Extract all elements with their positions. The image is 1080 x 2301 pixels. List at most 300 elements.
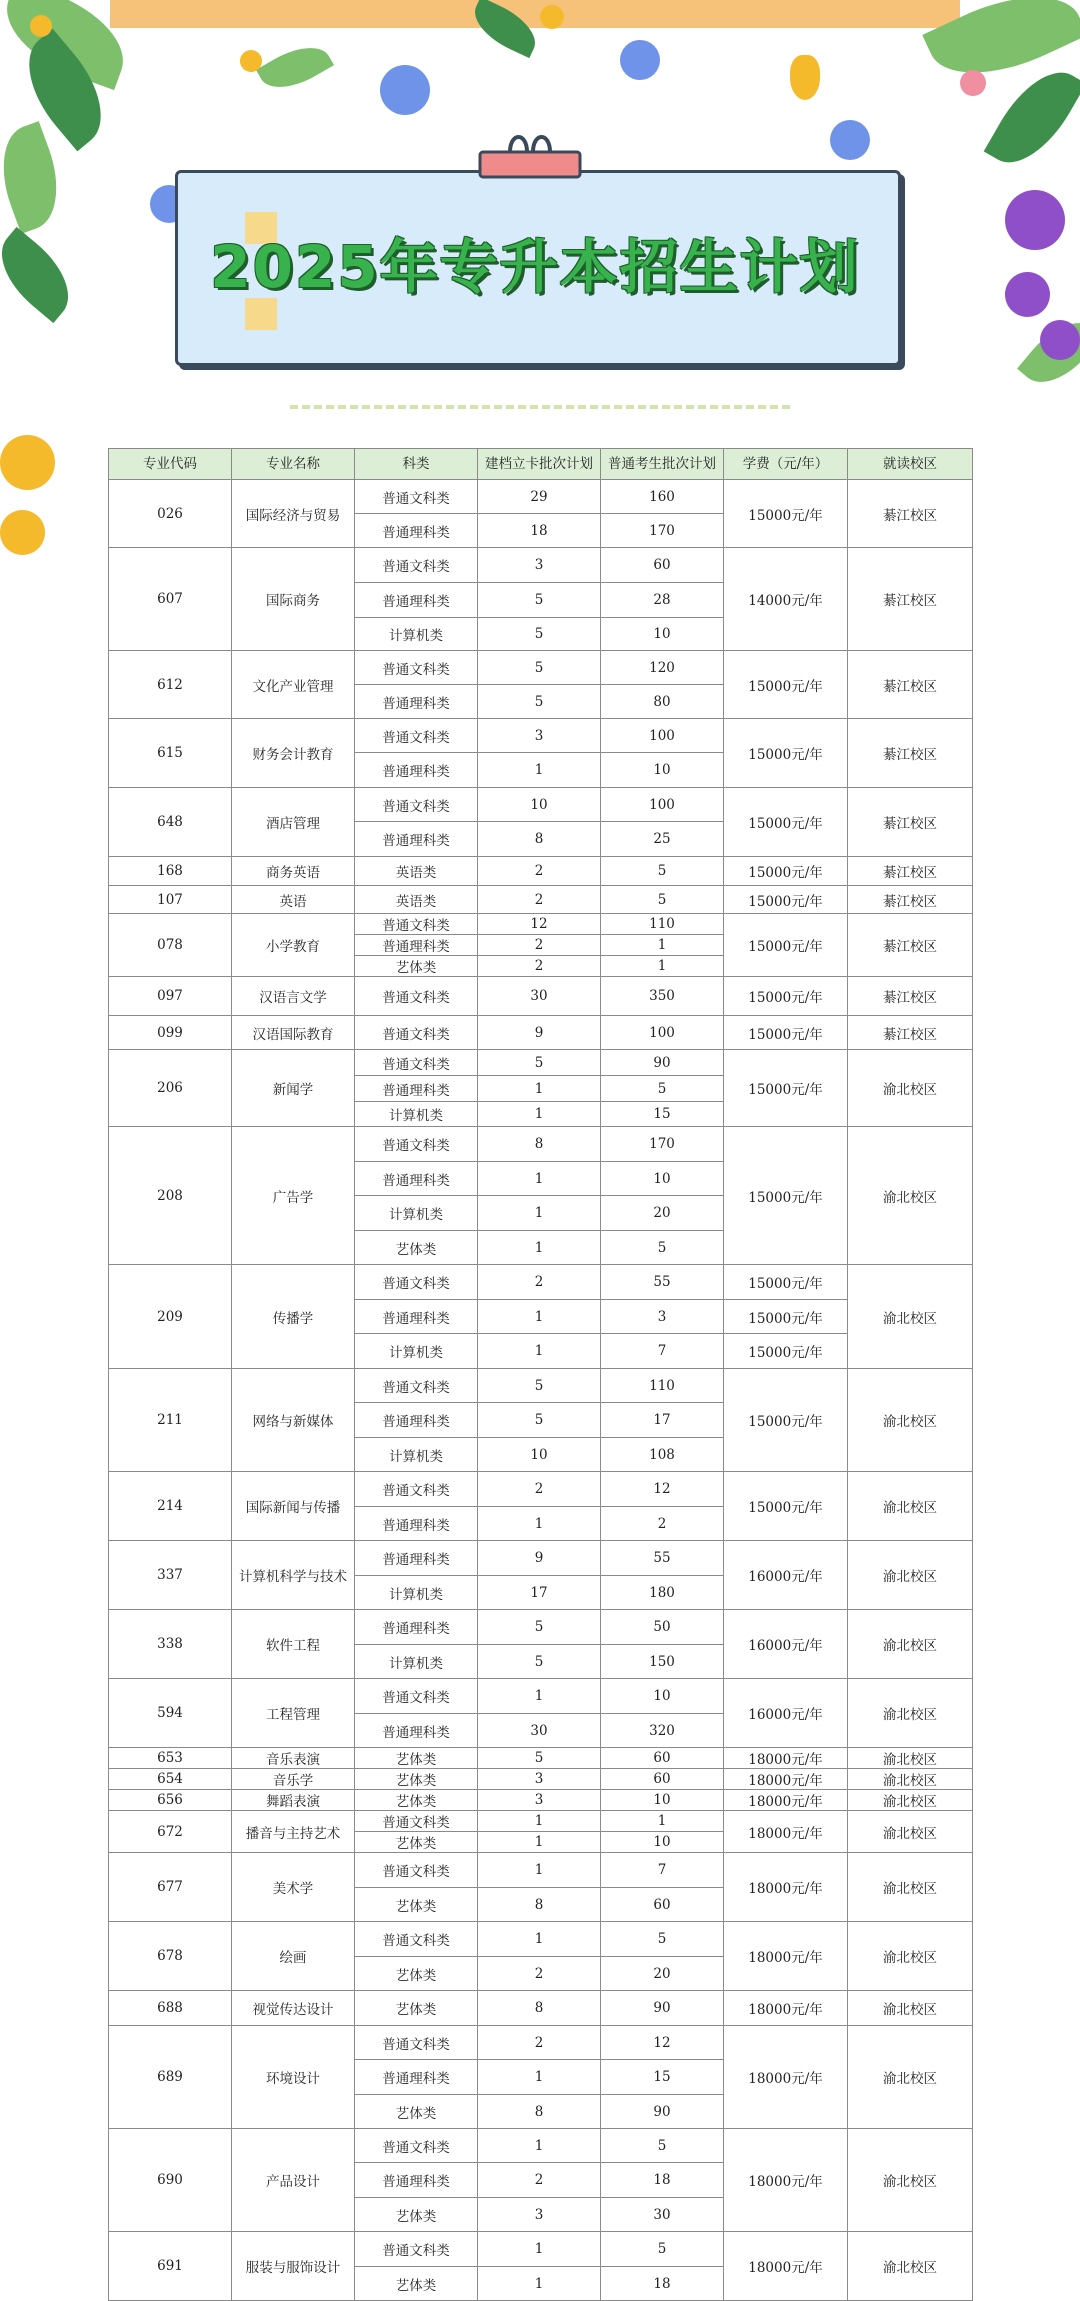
poverty-plan-cell: 8 [478, 1127, 601, 1162]
tuition-cell: 16000元/年 [724, 1610, 848, 1679]
flower-decoration [1005, 272, 1050, 317]
leaf-decoration [0, 121, 73, 234]
leaf-decoration [984, 56, 1080, 179]
tuition-cell: 15000元/年 [724, 857, 848, 886]
poverty-plan-cell: 2 [478, 1957, 601, 1991]
tuition-cell: 18000元/年 [724, 1922, 848, 1991]
campus-cell: 綦江校区 [848, 480, 973, 548]
poverty-plan-cell: 2 [478, 886, 601, 914]
regular-plan-cell: 5 [601, 1922, 724, 1957]
campus-cell: 渝北校区 [848, 1127, 973, 1265]
campus-cell: 渝北校区 [848, 1991, 973, 2026]
table-row [109, 1016, 973, 1050]
major-code-cell: 594 [109, 1679, 232, 1748]
category-cell: 计算机类 [355, 1645, 478, 1679]
major-code-cell: 107 [109, 886, 232, 914]
flower-decoration [0, 435, 55, 490]
regular-plan-cell: 7 [601, 1853, 724, 1888]
table-body [109, 480, 973, 2301]
category-cell: 普通文科类 [355, 2129, 478, 2163]
tuition-cell: 18000元/年 [724, 2026, 848, 2129]
major-name-cell: 工程管理 [232, 1679, 355, 1748]
poverty-plan-cell: 5 [478, 1403, 601, 1438]
table-row [109, 914, 973, 935]
major-code-cell: 338 [109, 1610, 232, 1679]
major-name-cell: 计算机科学与技术 [232, 1541, 355, 1610]
major-name-cell: 播音与主持艺术 [232, 1811, 355, 1853]
category-cell: 艺体类 [355, 1790, 478, 1811]
regular-plan-cell: 1 [601, 1811, 724, 1832]
regular-plan-cell: 18 [601, 2163, 724, 2198]
category-cell: 普通文科类 [355, 788, 478, 822]
regular-plan-cell: 10 [601, 1790, 724, 1811]
regular-plan-cell: 28 [601, 583, 724, 618]
table-row [109, 1811, 973, 1832]
regular-plan-cell: 10 [601, 1162, 724, 1196]
header-code: 专业代码 [109, 449, 232, 480]
category-cell: 普通文科类 [355, 1811, 478, 1832]
tuition-cell: 15000元/年 [724, 886, 848, 914]
flower-decoration [240, 50, 262, 72]
regular-plan-cell: 110 [601, 1369, 724, 1403]
category-cell: 计算机类 [355, 1438, 478, 1472]
poverty-plan-cell: 1 [478, 1162, 601, 1196]
category-cell: 计算机类 [355, 1576, 478, 1610]
category-cell: 艺体类 [355, 1231, 478, 1265]
regular-plan-cell: 5 [601, 2232, 724, 2267]
top-orange-band [110, 0, 960, 28]
poverty-plan-cell: 1 [478, 2267, 601, 2301]
regular-plan-cell: 60 [601, 1769, 724, 1790]
campus-cell: 渝北校区 [848, 1265, 973, 1369]
table-row [109, 548, 973, 583]
category-cell: 普通文科类 [355, 480, 478, 514]
category-cell: 艺体类 [355, 2095, 478, 2129]
category-cell: 普通文科类 [355, 914, 478, 935]
campus-cell: 綦江校区 [848, 914, 973, 977]
category-cell: 计算机类 [355, 1196, 478, 1231]
category-cell: 普通理科类 [355, 1162, 478, 1196]
tuition-cell: 15000元/年 [724, 1265, 848, 1300]
poverty-plan-cell: 1 [478, 1102, 601, 1127]
category-cell: 普通理科类 [355, 514, 478, 548]
campus-cell: 渝北校区 [848, 1922, 973, 1991]
poverty-plan-cell: 3 [478, 548, 601, 583]
major-name-cell: 国际新闻与传播 [232, 1472, 355, 1541]
poverty-plan-cell: 12 [478, 914, 601, 935]
poverty-plan-cell: 5 [478, 618, 601, 651]
regular-plan-cell: 10 [601, 618, 724, 651]
major-code-cell: 612 [109, 651, 232, 719]
poverty-plan-cell: 1 [478, 1076, 601, 1102]
table-row [109, 719, 973, 753]
category-cell: 普通文科类 [355, 651, 478, 685]
campus-cell: 渝北校区 [848, 1769, 973, 1790]
regular-plan-cell: 2 [601, 1507, 724, 1541]
table-header-row [109, 449, 973, 480]
flower-decoration [380, 65, 430, 115]
table-row [109, 2026, 973, 2060]
regular-plan-cell: 60 [601, 548, 724, 583]
category-cell: 艺体类 [355, 1748, 478, 1769]
flower-decoration [0, 510, 45, 555]
poverty-plan-cell: 2 [478, 935, 601, 956]
campus-cell: 綦江校区 [848, 788, 973, 857]
poverty-plan-cell: 9 [478, 1016, 601, 1050]
flower-decoration [30, 15, 52, 37]
table-row [109, 1541, 973, 1576]
poverty-plan-cell: 1 [478, 2232, 601, 2267]
major-name-cell: 英语 [232, 886, 355, 914]
regular-plan-cell: 12 [601, 2026, 724, 2060]
regular-plan-cell: 10 [601, 753, 724, 788]
regular-plan-cell: 120 [601, 651, 724, 685]
campus-cell: 綦江校区 [848, 548, 973, 651]
major-name-cell: 文化产业管理 [232, 651, 355, 719]
major-code-cell: 209 [109, 1265, 232, 1369]
major-code-cell: 078 [109, 914, 232, 977]
poverty-plan-cell: 1 [478, 1231, 601, 1265]
campus-cell: 渝北校区 [848, 1472, 973, 1541]
campus-cell: 渝北校区 [848, 1610, 973, 1679]
major-name-cell: 视觉传达设计 [232, 1991, 355, 2026]
header-tuition: 学费（元/年） [724, 449, 848, 480]
regular-plan-cell: 5 [601, 1231, 724, 1265]
category-cell: 普通文科类 [355, 1679, 478, 1714]
campus-cell: 綦江校区 [848, 886, 973, 914]
major-name-cell: 小学教育 [232, 914, 355, 977]
regular-plan-cell: 50 [601, 1610, 724, 1645]
poverty-plan-cell: 29 [478, 480, 601, 514]
tuition-cell: 18000元/年 [724, 1790, 848, 1811]
category-cell: 普通文科类 [355, 2026, 478, 2060]
table-row [109, 1853, 973, 1888]
major-name-cell: 环境设计 [232, 2026, 355, 2129]
poverty-plan-cell: 2 [478, 2163, 601, 2198]
major-name-cell: 汉语国际教育 [232, 1016, 355, 1050]
regular-plan-cell: 100 [601, 719, 724, 753]
tuition-cell: 15000元/年 [724, 651, 848, 719]
table-row [109, 977, 973, 1016]
tuition-cell: 15000元/年 [724, 480, 848, 548]
category-cell: 普通理科类 [355, 1076, 478, 1102]
header-campus: 就读校区 [848, 449, 973, 480]
tuition-cell: 14000元/年 [724, 548, 848, 651]
campus-cell: 渝北校区 [848, 2232, 973, 2301]
major-code-cell: 607 [109, 548, 232, 651]
poverty-plan-cell: 10 [478, 788, 601, 822]
regular-plan-cell: 12 [601, 1472, 724, 1507]
major-code-cell: 206 [109, 1050, 232, 1127]
major-name-cell: 传播学 [232, 1265, 355, 1369]
tuition-cell: 15000元/年 [724, 914, 848, 977]
tuition-cell: 15000元/年 [724, 1127, 848, 1265]
table-row [109, 1679, 973, 1714]
poverty-plan-cell: 1 [478, 2129, 601, 2163]
category-cell: 普通理科类 [355, 935, 478, 956]
table-row [109, 2129, 973, 2163]
poverty-plan-cell: 17 [478, 1576, 601, 1610]
flower-decoration [540, 5, 564, 29]
campus-cell: 渝北校区 [848, 1811, 973, 1853]
regular-plan-cell: 3 [601, 1300, 724, 1334]
campus-cell: 渝北校区 [848, 2129, 973, 2232]
category-cell: 艺体类 [355, 956, 478, 977]
category-cell: 普通文科类 [355, 1922, 478, 1957]
tuition-cell: 15000元/年 [724, 1472, 848, 1541]
table-row [109, 2232, 973, 2267]
regular-plan-cell: 5 [601, 886, 724, 914]
poverty-plan-cell: 1 [478, 1832, 601, 1853]
poverty-plan-cell: 18 [478, 514, 601, 548]
major-name-cell: 国际经济与贸易 [232, 480, 355, 548]
table-row [109, 1790, 973, 1811]
tuition-cell: 18000元/年 [724, 1769, 848, 1790]
poverty-plan-cell: 5 [478, 1610, 601, 1645]
table-row [109, 857, 973, 886]
category-cell: 普通理科类 [355, 1403, 478, 1438]
major-code-cell: 097 [109, 977, 232, 1016]
tuition-cell: 15000元/年 [724, 1300, 848, 1334]
category-cell: 普通理科类 [355, 685, 478, 719]
table-row [109, 1991, 973, 2026]
major-name-cell: 商务英语 [232, 857, 355, 886]
tuition-cell: 18000元/年 [724, 1748, 848, 1769]
poverty-plan-cell: 3 [478, 2198, 601, 2232]
table-row [109, 1127, 973, 1162]
regular-plan-cell: 55 [601, 1265, 724, 1300]
campus-cell: 綦江校区 [848, 1016, 973, 1050]
regular-plan-cell: 55 [601, 1541, 724, 1576]
flower-decoration [1005, 190, 1065, 250]
major-code-cell: 214 [109, 1472, 232, 1541]
regular-plan-cell: 170 [601, 514, 724, 548]
category-cell: 英语类 [355, 886, 478, 914]
major-name-cell: 国际商务 [232, 548, 355, 651]
major-code-cell: 656 [109, 1790, 232, 1811]
campus-cell: 綦江校区 [848, 857, 973, 886]
campus-cell: 綦江校区 [848, 719, 973, 788]
poverty-plan-cell: 3 [478, 719, 601, 753]
header-poverty-plan: 建档立卡批次计划 [478, 449, 601, 480]
major-code-cell: 690 [109, 2129, 232, 2232]
regular-plan-cell: 90 [601, 1050, 724, 1076]
tuition-cell: 15000元/年 [724, 977, 848, 1016]
poverty-plan-cell: 5 [478, 583, 601, 618]
campus-cell: 綦江校区 [848, 651, 973, 719]
poverty-plan-cell: 1 [478, 1196, 601, 1231]
major-name-cell: 绘画 [232, 1922, 355, 1991]
campus-cell: 渝北校区 [848, 2026, 973, 2129]
regular-plan-cell: 160 [601, 480, 724, 514]
category-cell: 普通理科类 [355, 2163, 478, 2198]
regular-plan-cell: 1 [601, 935, 724, 956]
category-cell: 普通文科类 [355, 1016, 478, 1050]
table-row [109, 788, 973, 822]
major-name-cell: 汉语言文学 [232, 977, 355, 1016]
regular-plan-cell: 60 [601, 1748, 724, 1769]
poverty-plan-cell: 1 [478, 1811, 601, 1832]
regular-plan-cell: 60 [601, 1888, 724, 1922]
header-regular-plan: 普通考生批次计划 [601, 449, 724, 480]
regular-plan-cell: 15 [601, 1102, 724, 1127]
campus-cell: 渝北校区 [848, 1369, 973, 1472]
poverty-plan-cell: 8 [478, 2095, 601, 2129]
tuition-cell: 15000元/年 [724, 1016, 848, 1050]
poverty-plan-cell: 10 [478, 1438, 601, 1472]
major-code-cell: 337 [109, 1541, 232, 1610]
table-row [109, 1472, 973, 1507]
major-code-cell: 678 [109, 1922, 232, 1991]
table-row [109, 480, 973, 514]
poverty-plan-cell: 3 [478, 1769, 601, 1790]
category-cell: 普通文科类 [355, 1853, 478, 1888]
poverty-plan-cell: 5 [478, 1748, 601, 1769]
regular-plan-cell: 90 [601, 1991, 724, 2026]
regular-plan-cell: 10 [601, 1832, 724, 1853]
major-code-cell: 211 [109, 1369, 232, 1472]
regular-plan-cell: 150 [601, 1645, 724, 1679]
poverty-plan-cell: 9 [478, 1541, 601, 1576]
major-name-cell: 新闻学 [232, 1050, 355, 1127]
category-cell: 艺体类 [355, 1888, 478, 1922]
tuition-cell: 18000元/年 [724, 1811, 848, 1853]
regular-plan-cell: 17 [601, 1403, 724, 1438]
flower-decoration [960, 70, 986, 96]
table-row [109, 1769, 973, 1790]
tuition-cell: 18000元/年 [724, 1853, 848, 1922]
category-cell: 普通文科类 [355, 1369, 478, 1403]
category-cell: 普通文科类 [355, 719, 478, 753]
major-code-cell: 099 [109, 1016, 232, 1050]
major-code-cell: 208 [109, 1127, 232, 1265]
regular-plan-cell: 1 [601, 956, 724, 977]
regular-plan-cell: 7 [601, 1334, 724, 1369]
category-cell: 艺体类 [355, 1769, 478, 1790]
campus-cell: 渝北校区 [848, 1050, 973, 1127]
tuition-cell: 16000元/年 [724, 1541, 848, 1610]
tuition-cell: 15000元/年 [724, 1050, 848, 1127]
category-cell: 普通理科类 [355, 583, 478, 618]
regular-plan-cell: 5 [601, 2129, 724, 2163]
regular-plan-cell: 15 [601, 2060, 724, 2095]
poverty-plan-cell: 1 [478, 1922, 601, 1957]
category-cell: 普通理科类 [355, 822, 478, 857]
table-row [109, 1610, 973, 1645]
campus-cell: 渝北校区 [848, 1853, 973, 1922]
category-cell: 普通文科类 [355, 1265, 478, 1300]
major-code-cell: 615 [109, 719, 232, 788]
table-row [109, 1265, 973, 1300]
regular-plan-cell: 320 [601, 1714, 724, 1748]
category-cell: 计算机类 [355, 1102, 478, 1127]
category-cell: 普通理科类 [355, 1610, 478, 1645]
poverty-plan-cell: 1 [478, 1853, 601, 1888]
regular-plan-cell: 20 [601, 1957, 724, 1991]
poverty-plan-cell: 30 [478, 977, 601, 1016]
major-name-cell: 广告学 [232, 1127, 355, 1265]
header-major: 专业名称 [232, 449, 355, 480]
regular-plan-cell: 90 [601, 2095, 724, 2129]
category-cell: 普通理科类 [355, 1714, 478, 1748]
poverty-plan-cell: 3 [478, 1790, 601, 1811]
major-code-cell: 689 [109, 2026, 232, 2129]
poverty-plan-cell: 2 [478, 1472, 601, 1507]
regular-plan-cell: 100 [601, 1016, 724, 1050]
campus-cell: 渝北校区 [848, 1541, 973, 1610]
regular-plan-cell: 350 [601, 977, 724, 1016]
leaf-decoration [256, 35, 334, 100]
major-name-cell: 音乐表演 [232, 1748, 355, 1769]
major-code-cell: 677 [109, 1853, 232, 1922]
table-row [109, 1748, 973, 1769]
regular-plan-cell: 80 [601, 685, 724, 719]
regular-plan-cell: 10 [601, 1679, 724, 1714]
major-code-cell: 648 [109, 788, 232, 857]
poverty-plan-cell: 5 [478, 1050, 601, 1076]
table-row [109, 1922, 973, 1957]
poverty-plan-cell: 1 [478, 1300, 601, 1334]
tuition-cell: 18000元/年 [724, 2232, 848, 2301]
poverty-plan-cell: 2 [478, 956, 601, 977]
major-code-cell: 691 [109, 2232, 232, 2301]
category-cell: 普通文科类 [355, 1472, 478, 1507]
poverty-plan-cell: 2 [478, 2026, 601, 2060]
category-cell: 计算机类 [355, 1334, 478, 1369]
category-cell: 普通文科类 [355, 1050, 478, 1076]
title-banner [175, 160, 895, 365]
category-cell: 普通文科类 [355, 2232, 478, 2267]
tuition-cell: 18000元/年 [724, 2129, 848, 2232]
category-cell: 艺体类 [355, 2267, 478, 2301]
regular-plan-cell: 110 [601, 914, 724, 935]
category-cell: 普通理科类 [355, 753, 478, 788]
campus-cell: 渝北校区 [848, 1679, 973, 1748]
poverty-plan-cell: 2 [478, 857, 601, 886]
leaf-decoration [0, 227, 86, 323]
table-row [109, 886, 973, 914]
major-name-cell: 酒店管理 [232, 788, 355, 857]
flower-decoration [830, 120, 870, 160]
category-cell: 计算机类 [355, 618, 478, 651]
tuition-cell: 16000元/年 [724, 1679, 848, 1748]
major-name-cell: 音乐学 [232, 1769, 355, 1790]
table-row [109, 651, 973, 685]
campus-cell: 渝北校区 [848, 1790, 973, 1811]
category-cell: 普通文科类 [355, 977, 478, 1016]
table-row [109, 1050, 973, 1076]
poverty-plan-cell: 8 [478, 1991, 601, 2026]
regular-plan-cell: 20 [601, 1196, 724, 1231]
major-code-cell: 168 [109, 857, 232, 886]
category-cell: 普通理科类 [355, 1541, 478, 1576]
category-cell: 普通理科类 [355, 1300, 478, 1334]
major-code-cell: 654 [109, 1769, 232, 1790]
poverty-plan-cell: 8 [478, 822, 601, 857]
major-name-cell: 美术学 [232, 1853, 355, 1922]
dashed-divider [290, 405, 790, 409]
table-row [109, 1369, 973, 1403]
poverty-plan-cell: 1 [478, 2060, 601, 2095]
poverty-plan-cell: 1 [478, 1679, 601, 1714]
poverty-plan-cell: 30 [478, 1714, 601, 1748]
header-category: 科类 [355, 449, 478, 480]
regular-plan-cell: 18 [601, 2267, 724, 2301]
category-cell: 艺体类 [355, 1832, 478, 1853]
major-code-cell: 026 [109, 480, 232, 548]
page-title: 2025年专升本招生计划 [210, 233, 860, 301]
enrollment-plan-table [108, 448, 973, 2301]
